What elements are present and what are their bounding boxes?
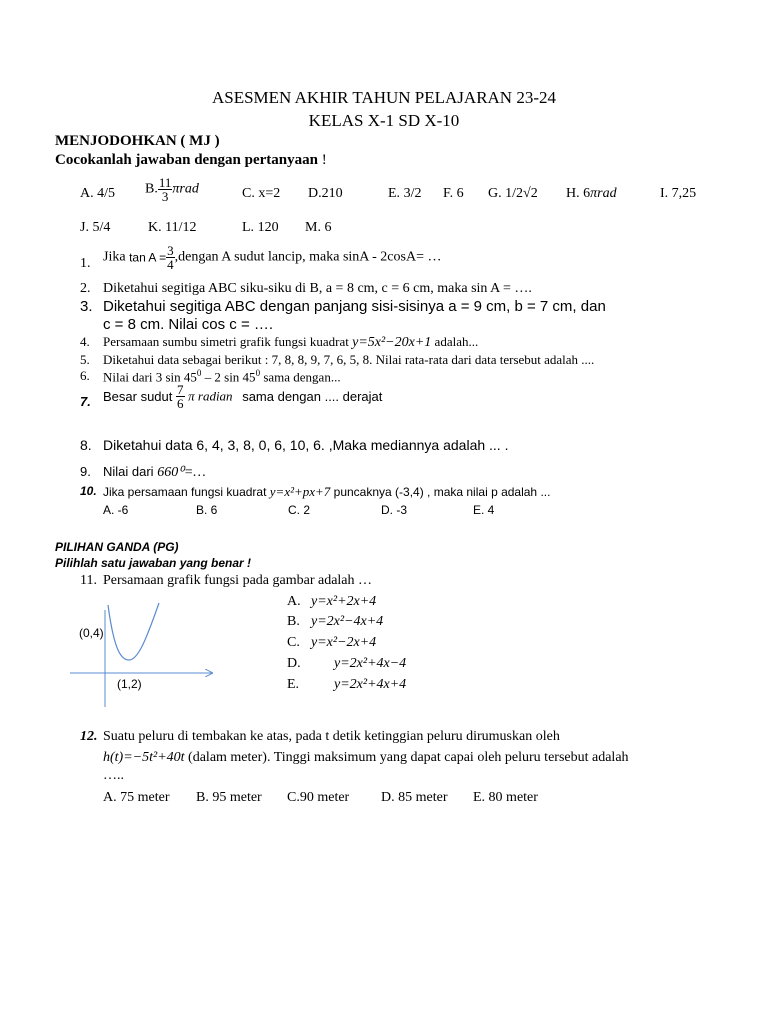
q10-option-c: C. 2 <box>288 503 311 517</box>
q11-option-a: y=x²+2x+4 <box>311 594 377 609</box>
question-5-number: 5. <box>80 352 90 367</box>
q10-option-b: B. 6 <box>196 503 218 517</box>
answer-h: H. 6πrad <box>566 186 617 201</box>
instruction-mark: ! <box>317 152 327 168</box>
q11-option-a-letter: A. <box>287 594 301 609</box>
q11-option-c: y=x²−2x+4 <box>311 635 377 650</box>
question-2-number: 2. <box>80 281 91 296</box>
q11-option-e: y=2x²+4x+4 <box>334 677 407 692</box>
instruction-text: Cocokanlah jawaban dengan pertanyaan <box>55 152 318 168</box>
q12-option-a: A. 75 meter <box>103 790 170 805</box>
section-mj-instruction <box>55 152 327 169</box>
question-4-number: 4. <box>80 334 90 349</box>
question-5: Diketahui data sebagai berikut : 7, 8, 8, 9, 7, 6, 5, 8. Nilai rata-rata dari data tersebut adalah .... <box>103 352 595 367</box>
question-12-number: 12. <box>80 729 98 744</box>
question-1-number: 1. <box>80 256 91 271</box>
question-3-number: 3. <box>80 298 93 315</box>
question-3-line2: c = 8 cm. Nilai cos c = …. <box>103 316 274 333</box>
q11-option-b: y=2x²−4x+4 <box>311 614 384 629</box>
parabola-curve <box>108 603 159 660</box>
page-title: ASESMEN AKHIR TAHUN PELAJARAN 23-24 <box>211 88 556 107</box>
question-1: Jika tan A = $\frac{3}{4}$ ,dengan A sudut lancip, maka sinA - 2cosA= … <box>103 243 442 272</box>
answer-b: B. $\frac{11}{3}$ πrad <box>145 175 199 204</box>
question-12-line1: Suatu peluru di tembakan ke atas, pada t detik ketinggian peluru dirumuskan oleh <box>103 729 560 744</box>
question-7: Besar sudut $\frac{7}{6}$ π radian sama dengan .... derajat <box>103 382 383 411</box>
section-mj-heading: MENJODOHKAN ( MJ ) <box>55 133 220 149</box>
question-7-number: 7. <box>80 394 91 409</box>
question-9-number: 9. <box>80 464 91 479</box>
q12-option-e: E. 80 meter <box>473 790 538 805</box>
question-8-number: 8. <box>80 437 92 453</box>
question-3-line1: Diketahui segitiga ABC dengan panjang sisi-sisinya a = 9 cm, b = 7 cm, dan <box>103 298 606 315</box>
q10-option-e: E. 4 <box>473 503 495 517</box>
q11-option-b-letter: B. <box>287 614 300 629</box>
answer-d: D.210 <box>308 186 343 201</box>
question-12-line3: ….. <box>103 768 124 783</box>
answer-k: K. 11/12 <box>148 220 197 235</box>
question-11-number: 11. <box>80 573 97 588</box>
graph-label-0-4: (0,4) <box>79 626 104 640</box>
q10-option-a: A. -6 <box>103 503 129 517</box>
question-4: Persamaan sumbu simetri grafik fungsi kuadrat y=5x²−20x+1 adalah... <box>103 334 479 350</box>
section-pg-instruction: Pilihlah satu jawaban yang benar ! <box>55 556 252 570</box>
question-6: Nilai dari 3 $\sin 45^0 - 2$ $\sin 45^0$ sama dengan... <box>103 368 341 385</box>
answer-l: L. 120 <box>242 220 279 235</box>
answer-i: I. 7,25 <box>660 186 697 201</box>
question-9: Nilai dari 660⁰=… <box>103 464 206 480</box>
q10-option-d: D. -3 <box>381 503 408 517</box>
question-11: Persamaan grafik fungsi pada gambar adalah … <box>103 573 373 588</box>
answer-a: A. 4/5 <box>80 186 116 201</box>
question-2: Diketahui segitiga ABC siku-siku di B, a = 8 cm, c = 6 cm, maka sin A = …. <box>103 281 532 296</box>
q11-option-e-letter: E. <box>287 677 300 692</box>
parabola-graph <box>66 595 216 710</box>
answer-f: F. 6 <box>443 186 464 201</box>
page-subtitle: KELAS X-1 SD X-10 <box>308 111 460 130</box>
answer-j: J. 5/4 <box>80 220 111 235</box>
answer-c: C. x=2 <box>242 186 281 201</box>
q12-option-c: C.90 meter <box>287 790 350 805</box>
question-10: Jika persamaan fungsi kuadrat y=x²+px+7 puncaknya (-3,4) , maka nilai p adalah ... <box>103 484 551 499</box>
q12-option-b: B. 95 meter <box>196 790 262 805</box>
answer-m: M. 6 <box>305 220 332 235</box>
q12-option-d: D. 85 meter <box>381 790 448 805</box>
answer-e: E. 3/2 <box>388 186 422 201</box>
q11-option-d: y=2x²+4x−4 <box>334 656 407 671</box>
section-pg-heading: PILIHAN GANDA (PG) <box>55 540 179 554</box>
q11-option-c-letter: C. <box>287 635 300 650</box>
question-8: Diketahui data 6, 4, 3, 8, 0, 6, 10, 6. ,Maka mediannya adalah ... . <box>103 437 509 453</box>
graph-label-1-2: (1,2) <box>117 677 142 691</box>
question-6-number: 6. <box>80 368 90 383</box>
question-10-number: 10. <box>80 484 97 498</box>
q11-option-d-letter: D. <box>287 656 301 671</box>
answer-g: G. 1/2√2 <box>488 186 538 201</box>
question-12-line2: h(t)=−5t²+40t (dalam meter). Tinggi maksimum yang dapat capai oleh peluru tersebut adalah <box>103 750 629 765</box>
